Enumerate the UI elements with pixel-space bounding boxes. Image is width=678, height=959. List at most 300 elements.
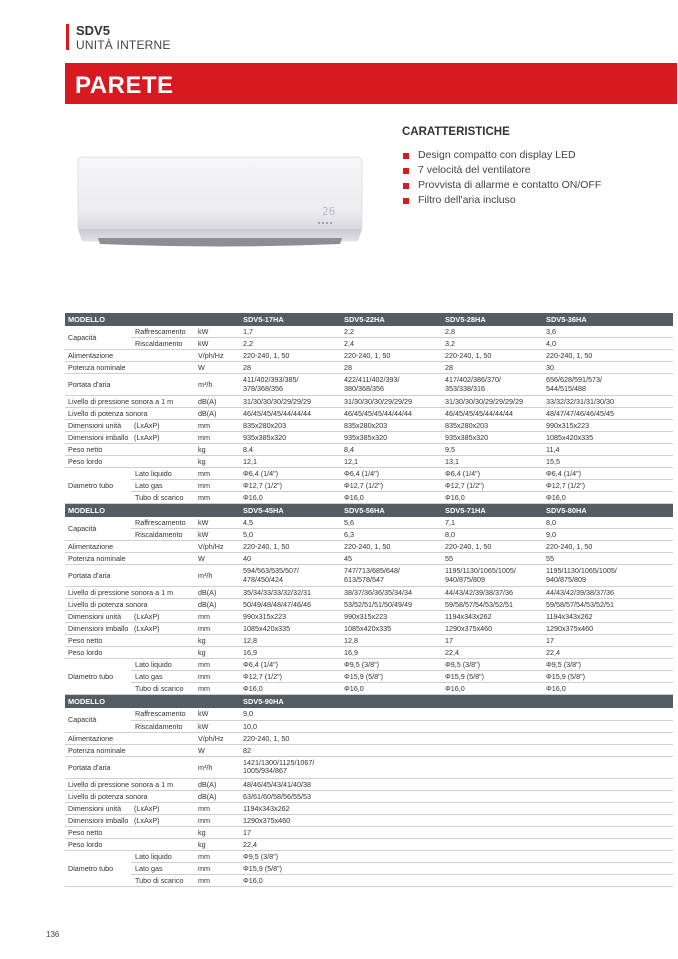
empty-cell: [543, 720, 673, 732]
spec-value: Φ16,0: [442, 492, 543, 504]
spec-value: 40: [240, 553, 341, 565]
table-row: [65, 850, 673, 862]
unit-label: dB(A): [195, 790, 240, 802]
spec-value: 220-240, 1, 50: [240, 350, 341, 362]
spec-value: 220-240, 1, 50: [240, 732, 341, 744]
row-sublabel: Lato gas: [131, 671, 195, 683]
spec-value: 8,4: [240, 444, 341, 456]
row-label: Capacità: [65, 517, 131, 541]
row-label: Dimensioni imballo: [65, 814, 131, 826]
feature-item: Design compatto con display LED: [402, 148, 672, 163]
category-title: PARETE: [75, 72, 174, 99]
row-label: Peso netto: [65, 444, 195, 456]
spec-value: 9,0: [543, 529, 673, 541]
model-name: SDV5-90HA: [240, 695, 341, 708]
empty-cell: [442, 732, 543, 744]
spec-value: 55: [442, 553, 543, 565]
spec-value: Φ15,9 (5/8"): [543, 671, 673, 683]
table-row: [65, 708, 673, 720]
row-sublabel: Tubo di scarico: [131, 492, 195, 504]
empty-cell: [543, 744, 673, 756]
row-label: Potenza nominale: [65, 362, 195, 374]
spec-value: 594/563/535/507/ 478/450/424: [240, 565, 341, 587]
row-label: Portata d'aria: [65, 565, 195, 587]
unit-label: W: [195, 553, 240, 565]
spec-value: 28: [442, 362, 543, 374]
empty-cell: [442, 708, 543, 720]
empty-cell: [543, 850, 673, 862]
unit-label: mm: [195, 683, 240, 695]
row-label: Potenza nominale: [65, 744, 195, 756]
table-row: [65, 408, 673, 420]
empty-cell: [543, 862, 673, 874]
spec-table: [65, 504, 673, 695]
spec-value: Φ12,7 (1/2"): [240, 671, 341, 683]
bullet-square-icon: [403, 198, 409, 204]
spec-value: 3,2: [442, 338, 543, 350]
feature-item: 7 velocità del ventilatore: [402, 163, 672, 178]
empty-cell: [341, 790, 442, 802]
spec-value: 15,5: [543, 456, 673, 468]
bullet-square-icon: [403, 153, 409, 159]
spec-value: Φ16,0: [341, 683, 442, 695]
spec-table: [65, 695, 673, 886]
empty-cell: [543, 826, 673, 838]
spec-value: 990x315x223: [341, 611, 442, 623]
unit-label: mm: [195, 420, 240, 432]
spec-value: Φ16,0: [442, 683, 543, 695]
spec-value: 4,0: [543, 338, 673, 350]
spec-value: 4,5: [240, 517, 341, 529]
spec-value: 220-240, 1, 50: [341, 350, 442, 362]
empty-cell: [442, 814, 543, 826]
spec-value: Φ9,5 (3/8"): [240, 850, 341, 862]
spec-value: 1195/1130/1065/1005/ 940/875/809: [442, 565, 543, 587]
row-label: Peso netto: [65, 826, 195, 838]
unit-label: dB(A): [195, 587, 240, 599]
spec-value: 220-240, 1, 50: [341, 541, 442, 553]
table-row: [65, 480, 673, 492]
ac-display-digits: 26: [322, 205, 336, 218]
unit-label: kW: [195, 708, 240, 720]
spec-value: Φ16,0: [341, 492, 442, 504]
table-row: [65, 587, 673, 599]
table-row: [65, 396, 673, 408]
table-row: [65, 790, 673, 802]
table-row: [65, 744, 673, 756]
spec-value: 5,0: [240, 529, 341, 541]
spec-value: Φ12,7 (1/2"): [543, 480, 673, 492]
empty-cell: [543, 708, 673, 720]
empty-cell: [442, 790, 543, 802]
table-row: [65, 599, 673, 611]
spec-value: 31/30/30/30/29/29/29/29: [442, 396, 543, 408]
spec-value: 417/402/386/370/ 353/338/316: [442, 374, 543, 396]
spec-value: 747/713/685/648/ 613/578/547: [341, 565, 442, 587]
unit-label: V/ph/Hz: [195, 732, 240, 744]
empty-cell: [543, 778, 673, 790]
row-label: Dimensioni unità: [65, 611, 131, 623]
empty-cell: [341, 874, 442, 886]
row-sublabel: Raffrescamento: [131, 517, 195, 529]
row-label: Livello di potenza sonora: [65, 790, 195, 802]
feature-item: Provvista di allarme e contatto ON/OFF: [402, 178, 672, 193]
unit-label: mm: [195, 468, 240, 480]
spec-value: 1290x375x460: [240, 814, 341, 826]
spec-value: Φ16,0: [240, 683, 341, 695]
spec-value: Φ15,9 (5/8"): [442, 671, 543, 683]
unit-label: W: [195, 744, 240, 756]
spec-value: 1194x343x262: [442, 611, 543, 623]
model-header: MODELLO: [65, 695, 240, 708]
table-row: [65, 635, 673, 647]
spec-value: Φ16,0: [543, 683, 673, 695]
spec-value: Φ15,9 (5/8"): [341, 671, 442, 683]
row-sublabel: (LxAxP): [131, 611, 195, 623]
row-label: Peso lordo: [65, 838, 195, 850]
spec-value: Φ12,7 (1/2"): [240, 480, 341, 492]
spec-value: 656/628/591/573/ 544/515/488: [543, 374, 673, 396]
unit-label: kg: [195, 456, 240, 468]
row-sublabel: Tubo di scarico: [131, 683, 195, 695]
spec-value: 30: [543, 362, 673, 374]
spec-value: 1085x420x335: [240, 623, 341, 635]
row-label: Dimensioni imballo: [65, 432, 131, 444]
bullet-square-icon: [403, 168, 409, 174]
empty-cell: [442, 838, 543, 850]
model-name: SDV5-45HA: [240, 504, 341, 517]
empty-cell: [341, 732, 442, 744]
row-label: Diametro tubo: [65, 468, 131, 504]
spec-table: [65, 313, 673, 504]
row-label: Portata d'aria: [65, 374, 195, 396]
unit-label: V/ph/Hz: [195, 350, 240, 362]
header-accent-bar: [66, 24, 69, 50]
spec-value: Φ9,5 (3/8"): [442, 659, 543, 671]
spec-value: 220-240, 1, 50: [442, 541, 543, 553]
spec-value: 28: [341, 362, 442, 374]
empty-cell: [543, 838, 673, 850]
spec-value: 44/43/42/39/38/37/36: [442, 587, 543, 599]
row-label: Alimentazione: [65, 732, 195, 744]
table-header-row: [65, 313, 673, 326]
row-sublabel: (LxAxP): [131, 623, 195, 635]
spec-value: 45: [341, 553, 442, 565]
spec-value: 22,4: [543, 647, 673, 659]
spec-value: 16,9: [240, 647, 341, 659]
row-label: Livello di potenza sonora: [65, 408, 195, 420]
spec-value: 835x280x203: [341, 420, 442, 432]
row-label: Capacità: [65, 326, 131, 350]
spec-value: Φ12,7 (1/2"): [442, 480, 543, 492]
spec-value: 935x385x320: [442, 432, 543, 444]
unit-label: kW: [195, 517, 240, 529]
row-label: Dimensioni imballo: [65, 623, 131, 635]
table-header-row: [65, 695, 673, 708]
row-sublabel: Riscaldamento: [131, 720, 195, 732]
row-sublabel: Raffrescamento: [131, 326, 195, 338]
row-label: Peso lordo: [65, 456, 195, 468]
spec-value: 1194x343x262: [240, 802, 341, 814]
unit-label: kg: [195, 647, 240, 659]
spec-value: 48/47/47/46/46/45/45: [543, 408, 673, 420]
model-name: SDV5-17HA: [240, 313, 341, 326]
table-row: [65, 874, 673, 886]
row-label: Peso netto: [65, 635, 195, 647]
table-row: [65, 611, 673, 623]
empty-cell: [543, 874, 673, 886]
spec-value: Φ6,4 (1/4"): [240, 468, 341, 480]
table-row: [65, 778, 673, 790]
table-row: [65, 623, 673, 635]
spec-value: 35/34/33/33/32/32/31: [240, 587, 341, 599]
table-row: [65, 432, 673, 444]
spec-value: 17: [240, 826, 341, 838]
model-header: MODELLO: [65, 313, 240, 326]
unit-label: dB(A): [195, 778, 240, 790]
table-row: [65, 565, 673, 587]
spec-value: 10,0: [240, 720, 341, 732]
empty-header-cell: [341, 695, 442, 708]
spec-value: 17: [543, 635, 673, 647]
unit-label: kW: [195, 529, 240, 541]
category-banner: [65, 63, 677, 104]
spec-value: 9,5: [442, 444, 543, 456]
table-row: [65, 350, 673, 362]
empty-cell: [341, 838, 442, 850]
unit-label: m³/h: [195, 374, 240, 396]
empty-cell: [543, 814, 673, 826]
model-name: SDV5-36HA: [543, 313, 673, 326]
spec-value: 1195/1130/1065/1005/ 940/875/809: [543, 565, 673, 587]
spec-value: 31/30/30/30/29/29/29: [240, 396, 341, 408]
spec-value: Φ16,0: [240, 492, 341, 504]
spec-value: Φ15,9 (5/8"): [240, 862, 341, 874]
unit-label: mm: [195, 671, 240, 683]
model-name: SDV5-71HA: [442, 504, 543, 517]
spec-value: 2,4: [341, 338, 442, 350]
spec-value: 38/37/36/36/35/34/34: [341, 587, 442, 599]
unit-label: kg: [195, 444, 240, 456]
empty-cell: [442, 874, 543, 886]
row-label: Portata d'aria: [65, 756, 195, 778]
spec-value: Φ16,0: [240, 874, 341, 886]
spec-value: Φ9,5 (3/8"): [341, 659, 442, 671]
row-sublabel: (LxAxP): [131, 420, 195, 432]
spec-value: 11,4: [543, 444, 673, 456]
unit-label: mm: [195, 862, 240, 874]
table-row: [65, 862, 673, 874]
unit-label: kg: [195, 826, 240, 838]
table-row: [65, 838, 673, 850]
row-sublabel: (LxAxP): [131, 802, 195, 814]
empty-cell: [543, 756, 673, 778]
spec-value: 1085x420x335: [341, 623, 442, 635]
spec-value: 220-240, 1, 50: [442, 350, 543, 362]
spec-value: 44/43/42/39/38/37/36: [543, 587, 673, 599]
spec-value: 935x385x320: [341, 432, 442, 444]
unit-label: mm: [195, 432, 240, 444]
spec-value: 220-240, 1, 50: [543, 350, 673, 362]
empty-cell: [341, 756, 442, 778]
features-panel: [402, 126, 672, 208]
row-label: Peso lordo: [65, 647, 195, 659]
spec-value: 1290x375x460: [442, 623, 543, 635]
empty-cell: [442, 778, 543, 790]
row-label: Alimentazione: [65, 350, 195, 362]
row-label: Livello di pressione sonora a 1 m: [65, 396, 195, 408]
empty-cell: [341, 814, 442, 826]
unit-label: mm: [195, 611, 240, 623]
empty-header-cell: [543, 695, 673, 708]
unit-label: mm: [195, 480, 240, 492]
spec-value: 2,2: [341, 326, 442, 338]
spec-value: Φ6,4 (1/4"): [341, 468, 442, 480]
empty-cell: [341, 744, 442, 756]
row-sublabel: Lato liquido: [131, 468, 195, 480]
unit-label: mm: [195, 623, 240, 635]
empty-cell: [341, 778, 442, 790]
spec-value: 3,6: [543, 326, 673, 338]
spec-value: 835x280x203: [240, 420, 341, 432]
model-name: SDV5-22HA: [341, 313, 442, 326]
row-sublabel: Raffrescamento: [131, 708, 195, 720]
empty-header-cell: [442, 695, 543, 708]
spec-value: 1290x375x460: [543, 623, 673, 635]
spec-value: Φ6,4 (1/4"): [240, 659, 341, 671]
spec-value: 422/411/402/393/ 380/368/356: [341, 374, 442, 396]
spec-value: 835x280x203: [442, 420, 543, 432]
spec-value: 220-240, 1, 50: [543, 541, 673, 553]
spec-value: 12,8: [240, 635, 341, 647]
table-row: [65, 541, 673, 553]
table-row: [65, 468, 673, 480]
row-label: Dimensioni unità: [65, 802, 131, 814]
table-row: [65, 529, 673, 541]
spec-value: 28: [240, 362, 341, 374]
empty-cell: [341, 720, 442, 732]
spec-value: 31/30/30/30/29/29/29: [341, 396, 442, 408]
table-row: [65, 732, 673, 744]
spec-value: 2,2: [240, 338, 341, 350]
spec-value: 935x385x320: [240, 432, 341, 444]
table-row: [65, 420, 673, 432]
spec-value: 6,3: [341, 529, 442, 541]
page-number: 136: [46, 930, 60, 939]
table-row: [65, 517, 673, 529]
spec-value: Φ6,4 (1/4"): [543, 468, 673, 480]
table-row: [65, 683, 673, 695]
table-row: [65, 647, 673, 659]
table-row: [65, 362, 673, 374]
table-row: [65, 456, 673, 468]
spec-value: 990x315x223: [543, 420, 673, 432]
empty-cell: [543, 732, 673, 744]
table-row: [65, 338, 673, 350]
unit-label: kg: [195, 838, 240, 850]
spec-value: 48/46/45/43/41/40/38: [240, 778, 341, 790]
spec-value: 82: [240, 744, 341, 756]
spec-value: 50/49/48/48/47/46/46: [240, 599, 341, 611]
model-name: SDV5-80HA: [543, 504, 673, 517]
unit-label: dB(A): [195, 396, 240, 408]
spec-value: 220-240, 1, 50: [240, 541, 341, 553]
spec-value: 8,4: [341, 444, 442, 456]
row-label: Potenza nominale: [65, 553, 195, 565]
wall-unit-product-image: [70, 155, 370, 260]
table-row: [65, 802, 673, 814]
empty-cell: [543, 790, 673, 802]
row-sublabel: Lato liquido: [131, 850, 195, 862]
spec-value: 1194x343x262: [543, 611, 673, 623]
spec-value: 55: [543, 553, 673, 565]
empty-cell: [341, 708, 442, 720]
unit-label: kW: [195, 338, 240, 350]
row-sublabel: (LxAxP): [131, 432, 195, 444]
empty-cell: [341, 802, 442, 814]
spec-value: 1421/1300/1125/1067/ 1005/934/867: [240, 756, 341, 778]
table-row: [65, 553, 673, 565]
model-name: SDV5-28HA: [442, 313, 543, 326]
empty-cell: [442, 802, 543, 814]
row-label: Livello di pressione sonora a 1 m: [65, 778, 195, 790]
table-row: [65, 374, 673, 396]
spec-value: 17: [442, 635, 543, 647]
row-label: Livello di potenza sonora: [65, 599, 195, 611]
spec-value: Φ12,7 (1/2"): [341, 480, 442, 492]
table-header-row: [65, 504, 673, 517]
row-sublabel: Lato liquido: [131, 659, 195, 671]
empty-cell: [442, 826, 543, 838]
spec-value: 12,1: [341, 456, 442, 468]
unit-label: mm: [195, 850, 240, 862]
spec-value: 8,0: [442, 529, 543, 541]
row-sublabel: Lato gas: [131, 862, 195, 874]
row-sublabel: Lato gas: [131, 480, 195, 492]
spec-value: 59/58/57/54/53/52/51: [543, 599, 673, 611]
spec-value: 46/45/45/45/44/44/44: [442, 408, 543, 420]
series-subtitle: UNITÀ INTERNE: [76, 38, 171, 52]
spec-value: 9,0: [240, 708, 341, 720]
unit-label: mm: [195, 802, 240, 814]
unit-label: m³/h: [195, 756, 240, 778]
row-label: Capacità: [65, 708, 131, 732]
spec-value: 12,8: [341, 635, 442, 647]
features-title: CARATTERISTICHE: [402, 126, 510, 138]
spec-tables: [65, 313, 673, 887]
row-sublabel: Tubo di scarico: [131, 874, 195, 886]
spec-value: Φ9,5 (3/8"): [543, 659, 673, 671]
table-row: [65, 826, 673, 838]
unit-label: mm: [195, 492, 240, 504]
empty-cell: [442, 744, 543, 756]
table-row: [65, 756, 673, 778]
unit-label: W: [195, 362, 240, 374]
unit-label: dB(A): [195, 599, 240, 611]
empty-cell: [341, 850, 442, 862]
unit-label: mm: [195, 814, 240, 826]
table-row: [65, 720, 673, 732]
row-sublabel: (LxAxP): [131, 814, 195, 826]
spec-value: 1085x420x335: [543, 432, 673, 444]
spec-value: 33/32/32/31/31/30/30: [543, 396, 673, 408]
row-label: Dimensioni unità: [65, 420, 131, 432]
table-row: [65, 671, 673, 683]
spec-value: 22,4: [442, 647, 543, 659]
row-label: Diametro tubo: [65, 850, 131, 886]
model-name: SDV5-56HA: [341, 504, 442, 517]
empty-cell: [341, 826, 442, 838]
